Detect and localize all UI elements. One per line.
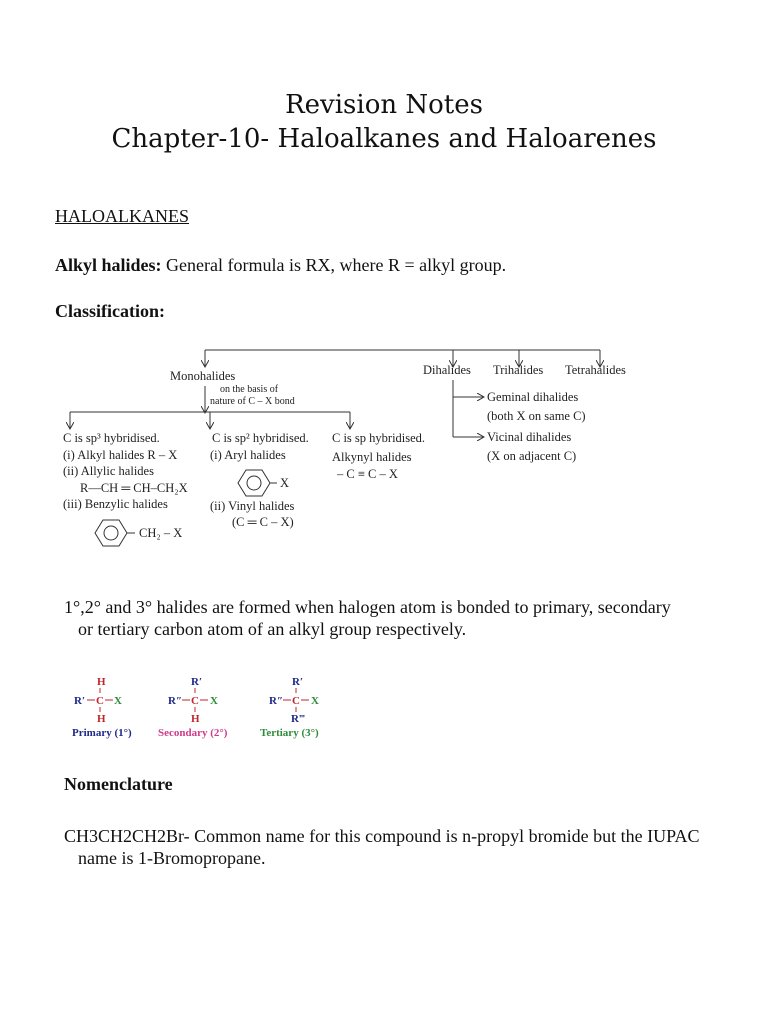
secondary-right: X	[210, 695, 218, 707]
primary-label: Primary (1°)	[72, 727, 132, 739]
primary-bottom: H	[97, 713, 106, 725]
geminal-label: Geminal dihalides	[487, 390, 579, 404]
col1-item-i: (i) Alkyl halides R – X	[63, 448, 178, 462]
degree-paragraph-line2: or tertiary carbon atom of an alkyl group respectively.	[78, 619, 467, 639]
vicinal-label: Vicinal dihalides	[487, 430, 572, 444]
monohalides-label: Monohalides	[170, 369, 236, 383]
col2-item-i-formula: X	[280, 476, 290, 490]
col1-item-iii-formula: CH₂ – X	[139, 526, 183, 540]
page-title: Revision Notes	[285, 90, 483, 120]
tertiary-c: C	[292, 695, 300, 707]
col2-item-ii-formula: (C ═ C – X)	[232, 515, 294, 529]
col1-head: C is sp³ hybridised.	[63, 431, 160, 445]
primary-c: C	[96, 695, 104, 707]
alkyl-halides-paragraph	[55, 254, 506, 276]
dihalides-label: Dihalides	[423, 363, 471, 377]
trihalides-label: Trihalides	[493, 363, 544, 377]
halide-structures-figure	[62, 668, 352, 748]
tertiary-bottom: R‴	[291, 713, 306, 725]
secondary-c: C	[191, 695, 199, 707]
chapter-title: Chapter-10- Haloalkanes and Haloarenes	[111, 124, 657, 154]
nomenclature-line1: CH3CH2CH2Br- Common name for this compound is n-propyl bromide but the IUPAC	[64, 826, 700, 846]
basis-line2: nature of C – X bond	[210, 396, 295, 407]
tertiary-left: R″	[269, 695, 284, 707]
col3-item-i-formula: – C ≡ C – X	[337, 467, 398, 481]
primary-top: H	[97, 676, 106, 688]
tertiary-label: Tertiary (3°)	[260, 727, 319, 739]
alkyl-halides-label: Alkyl halides:	[55, 255, 162, 275]
primary-structure	[72, 676, 132, 739]
col1-item-iii: (iii) Benzylic halides	[63, 497, 168, 511]
basis-line1: on the basis of	[220, 384, 279, 395]
secondary-label: Secondary (2°)	[158, 727, 228, 739]
section-heading: HALOALKANES	[55, 206, 189, 226]
col3-head: C is sp hybridised.	[332, 431, 426, 445]
col1-item-ii: (ii) Allylic halides	[63, 464, 154, 478]
nomenclature-line2: name is 1-Bromopropane.	[78, 848, 266, 868]
nomenclature-heading: Nomenclature	[64, 774, 173, 794]
classification-label: Classification:	[55, 301, 165, 321]
tertiary-right: X	[311, 695, 319, 707]
geminal-note: (both X on same C)	[487, 409, 586, 423]
col2-head: C is sp² hybridised.	[212, 431, 309, 445]
tertiary-structure	[260, 676, 319, 739]
col3-item-i: Alkynyl halides	[332, 450, 412, 464]
secondary-left: R″	[168, 695, 183, 707]
alkyl-halides-text: General formula is RX, where R = alkyl group.	[161, 255, 507, 275]
secondary-structure	[158, 676, 228, 739]
classification-diagram	[55, 340, 655, 555]
tetrahalides-label: Tetrahalides	[565, 363, 626, 377]
col2-item-i: (i) Aryl halides	[210, 448, 286, 462]
vicinal-note: (X on adjacent C)	[487, 449, 577, 463]
col1-item-ii-formula: R—CH ═ CH–CH₂X	[80, 481, 188, 495]
degree-paragraph-line1: 1°,2° and 3° halides are formed when halogen atom is bonded to primary, secondary	[64, 597, 671, 617]
tertiary-top: R′	[292, 676, 304, 688]
secondary-bottom: H	[191, 713, 200, 725]
secondary-top: R′	[191, 676, 203, 688]
primary-left: R′	[74, 695, 86, 707]
primary-right: X	[114, 695, 122, 707]
col2-item-ii: (ii) Vinyl halides	[210, 499, 295, 513]
